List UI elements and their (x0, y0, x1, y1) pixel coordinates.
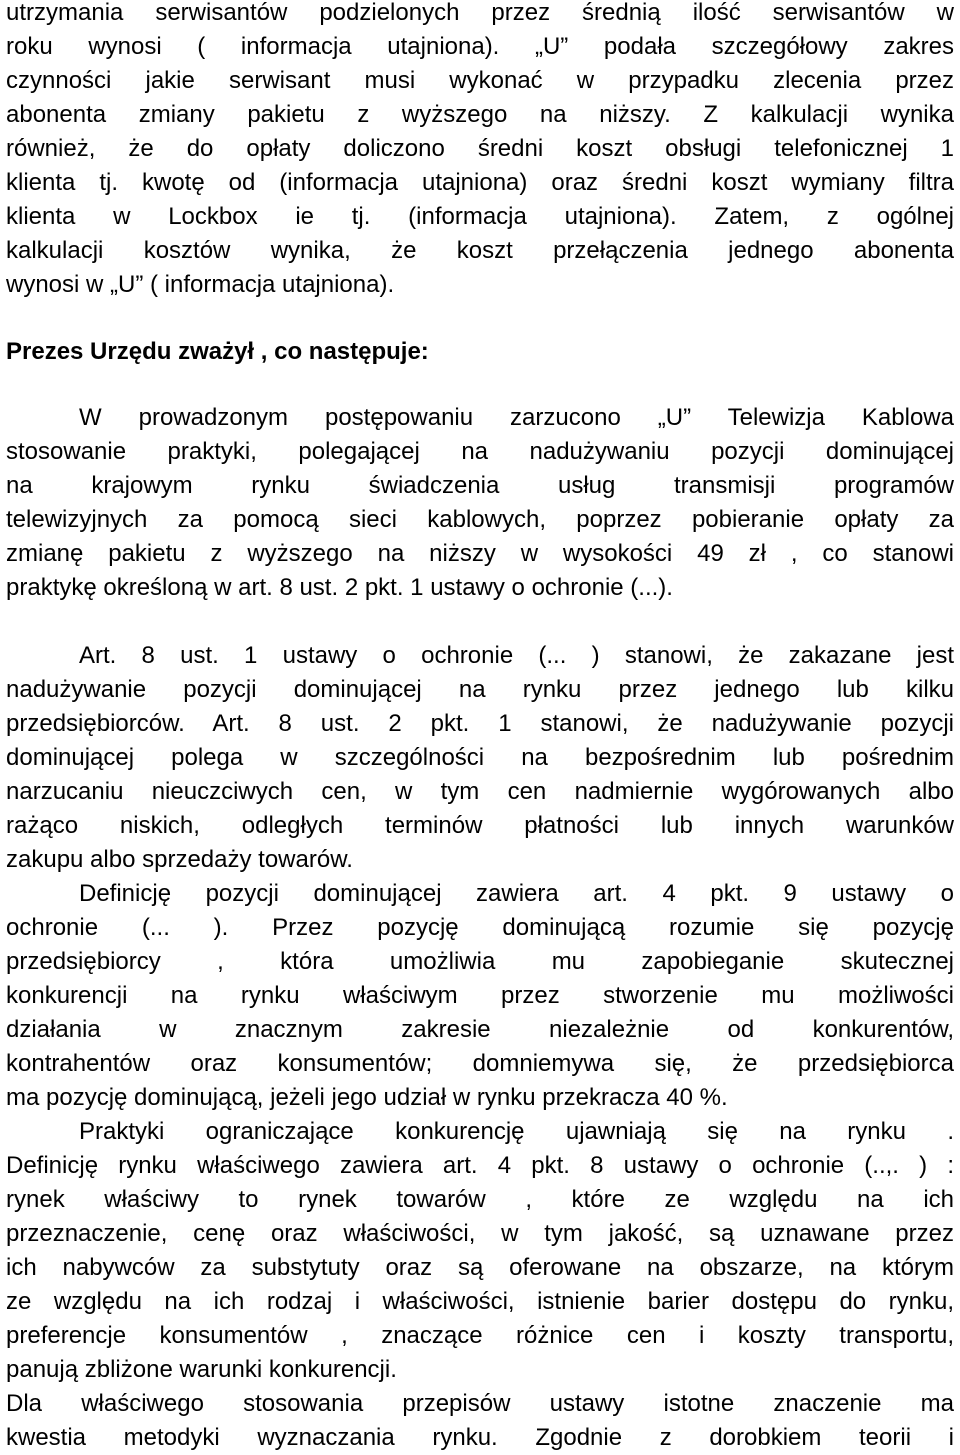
text-line: praktykę określoną w art. 8 ust. 2 pkt. 1 ustawy o ochronie (...). (6, 574, 673, 601)
text-line: zakupu albo sprzedaży towarów. (6, 846, 353, 873)
text-line: narzucaniu nieuczciwych cen, w tym cen nadmiernie wygórowanych albo (6, 778, 954, 805)
text-line: ochronie (... ). Przez pozycję dominującą rozumie się pozycję (6, 914, 954, 941)
text-line: wynosi w „U” ( informacja utajniona). (6, 271, 395, 298)
paragraph-allegation (6, 401, 954, 605)
text-line: Art. 8 ust. 1 ustawy o ochronie (... ) stanowi, że zakazane jest (79, 642, 954, 669)
text-line: telewizyjnych za pomocą sieci kablowych, poprzez pobieranie opłaty za (6, 506, 954, 533)
text-line: rynek właściwy to rynek towarów , które ze względu na ich (6, 1186, 954, 1213)
paragraph-relevant-market (6, 1115, 954, 1387)
text-line: klienta tj. kwotę od (informacja utajniona) oraz średni koszt wymiany filtra (6, 169, 954, 196)
paragraph-market-methodology (6, 1387, 954, 1455)
text-line: czynności jakie serwisant musi wykonać w przypadku zlecenia przez (6, 67, 954, 94)
text-line: Dla właściwego stosowania przepisów ustawy istotne znaczenie ma (6, 1390, 954, 1417)
text-line: przedsiębiorców. Art. 8 ust. 2 pkt. 1 stanowi, że nadużywanie pozycji (6, 710, 954, 737)
section-heading: Prezes Urzędu zważył , co następuje: (6, 338, 429, 365)
text-line: dominującej polega w szczególności na bezpośrednim lub pośrednim (6, 744, 954, 771)
text-line: Definicję pozycji dominującej zawiera art. 4 pkt. 9 ustawy o (79, 880, 954, 907)
text-line: konkurencji na rynku właściwym przez stworzenie mu możliwości (6, 982, 954, 1009)
text-line: zmianę pakietu z wyższego na niższy w wysokości 49 zł , co stanowi (6, 540, 954, 567)
text-line: rażąco niskich, odległych terminów płatności lub innych warunków (6, 812, 954, 839)
text-line: Definicję rynku właściwego zawiera art. 4 pkt. 8 ustawy o ochronie (..,. ) : (6, 1152, 954, 1179)
text-line: ma pozycję dominującą, jeżeli jego udział w rynku przekracza 40 %. (6, 1084, 728, 1111)
text-line: kontrahentów oraz konsumentów; domniemywa się, że przedsiębiorca (6, 1050, 954, 1077)
text-line: utrzymania serwisantów podzielonych przez średnią ilość serwisantów w (6, 0, 954, 26)
text-line: ze względu na ich rodzaj i właściwości, istnienie barier dostępu do rynku, (6, 1288, 954, 1315)
paragraph-calculation (6, 0, 954, 302)
text-line: W prowadzonym postępowaniu zarzucono „U” Telewizja Kablowa (79, 404, 954, 431)
text-line: przeznaczenie, cenę oraz właściwości, w tym jakość, są uznawane przez (6, 1220, 954, 1247)
text-line: panują zbliżone warunki konkurencji. (6, 1356, 397, 1383)
text-line: klienta w Lockbox ie tj. (informacja utajniona). Zatem, z ogólnej (6, 203, 954, 230)
text-line: przedsiębiorcy , która umożliwia mu zapobieganie skutecznej (6, 948, 954, 975)
text-line: działania w znacznym zakresie niezależnie od konkurentów, (6, 1016, 954, 1043)
text-line: roku wynosi ( informacja utajniona). „U” podała szczegółowy zakres (6, 33, 954, 60)
text-line: Praktyki ograniczające konkurencję ujawniają się na rynku . (79, 1118, 954, 1145)
text-line: kwestia metodyki wyznaczania rynku. Zgodnie z dorobkiem teorii i (6, 1424, 954, 1451)
text-line: ich nabywców za substytuty oraz są oferowane na obszarze, na którym (6, 1254, 954, 1281)
text-line: nadużywanie pozycji dominującej na rynku przez jednego lub kilku (6, 676, 954, 703)
text-line: również, że do opłaty doliczono średni koszt obsługi telefonicznej 1 (6, 135, 954, 162)
text-line: na krajowym rynku świadczenia usług transmisji programów (6, 472, 954, 499)
text-line: preferencje konsumentów , znaczące różnice cen i koszty transportu, (6, 1322, 954, 1349)
text-line: kalkulacji kosztów wynika, że koszt przełączenia jednego abonenta (6, 237, 954, 264)
document-page (6, 0, 954, 1455)
paragraph-dominant-position (6, 877, 954, 1115)
text-line: abonenta zmiany pakietu z wyższego na niższy. Z kalkulacji wynika (6, 101, 954, 128)
paragraph-article-8 (6, 639, 954, 877)
text-line: stosowanie praktyki, polegającej na nadużywaniu pozycji dominującej (6, 438, 954, 465)
